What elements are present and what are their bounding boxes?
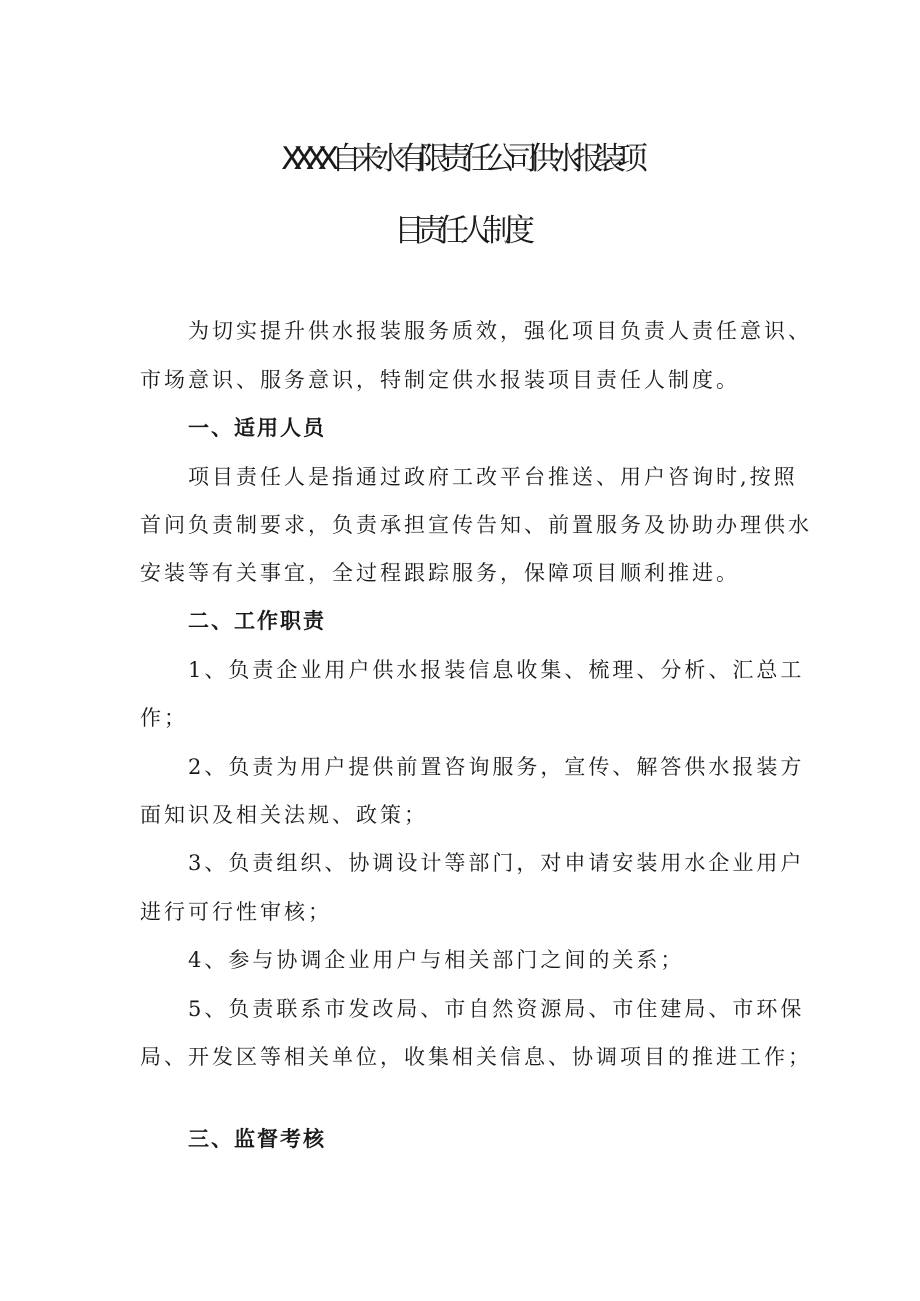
duty-5-line-2: 局、开发区等相关单位，收集相关信息、协调项目的推进工作； xyxy=(140,1045,812,1069)
duty-1-line-1: 1、负责企业用户供水报装信息收集、梳理、分析、汇总工 xyxy=(188,658,805,682)
section-heading-2: 二、工作职责 xyxy=(188,609,326,633)
intro-line-2: 市场意识、服务意识，特制定供水报装项目责任人制度。 xyxy=(140,368,740,392)
duty-4-line-1: 4、参与协调企业用户与相关部门之间的关系； xyxy=(188,948,685,972)
section-heading-1: 一、适用人员 xyxy=(188,416,326,440)
section-1-line-1: 项目责任人是指通过政府工改平台推送、用户咨询时,按照 xyxy=(188,465,798,489)
duty-2-line-1: 2、负责为用户提供前置咨询服务，宣传、解答供水报装方 xyxy=(188,755,805,779)
document-title-line-2: 目责任人制度 xyxy=(394,213,526,249)
document-title-line-1: XXXX 自来水有限责任公司供水报装项 xyxy=(281,141,639,177)
intro-line-1: 为切实提升供水报装服务质效，强化项目负责人责任意识、 xyxy=(188,319,812,343)
section-heading-3: 三、监督考核 xyxy=(188,1127,326,1151)
section-1-line-3: 安装等有关事宜，全过程跟踪服务，保障项目顺利推进。 xyxy=(140,561,740,585)
duty-1-line-2: 作； xyxy=(140,706,188,730)
duty-5-line-1: 5、负责联系市发改局、市自然资源局、市住建局、市环保 xyxy=(188,997,805,1021)
duty-3-line-2: 进行可行性审核； xyxy=(140,900,332,924)
duty-3-line-1: 3、负责组织、协调设计等部门，对申请安装用水企业用户 xyxy=(188,851,805,875)
duty-2-line-2: 面知识及相关法规、政策； xyxy=(140,803,428,827)
section-1-line-2: 首问负责制要求，负责承担宣传告知、前置服务及协助办理供水 xyxy=(140,513,812,537)
